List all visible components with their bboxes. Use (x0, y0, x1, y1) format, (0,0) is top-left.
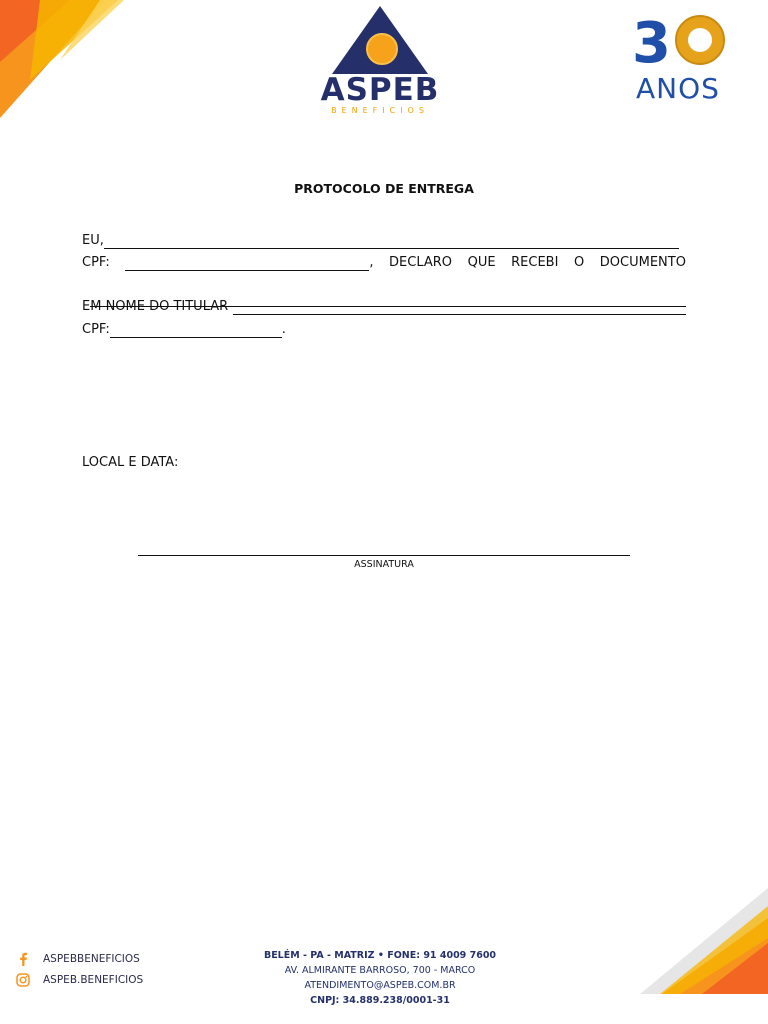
o-word: O (574, 255, 585, 270)
name-line (82, 233, 686, 249)
name-field[interactable] (104, 235, 679, 249)
corner-decoration-top-left (0, 0, 130, 125)
titular-line (82, 299, 686, 315)
cpf-label: CPF: (82, 255, 110, 270)
instagram-row[interactable] (16, 973, 143, 987)
titular-cpf-line (82, 322, 686, 338)
titular-field[interactable] (233, 301, 686, 315)
cpf2-label: CPF: (82, 322, 110, 337)
recebi-word: RECEBI (511, 255, 559, 270)
titular-label: EM NOME DO TITULAR (82, 299, 229, 314)
cpf-field[interactable] (125, 257, 369, 271)
anniversary-word: ANOS (636, 72, 720, 105)
instagram-icon (16, 973, 30, 987)
signature-label: ASSINATURA (354, 559, 414, 570)
logo-triangle-icon (310, 4, 450, 74)
que-word: QUE (467, 255, 496, 270)
signature-line[interactable] (138, 555, 630, 556)
facebook-row[interactable] (16, 952, 140, 966)
facebook-handle: ASPEBBENEFICIOS (43, 953, 140, 965)
document-title: PROTOCOLO DE ENTREGA (294, 181, 474, 196)
eu-label: EU, (82, 233, 104, 248)
svg-text:3: 3 (632, 11, 671, 74)
logo-name: ASPEB (320, 72, 440, 108)
documento-word: DOCUMENTO (599, 255, 686, 270)
corner-decoration-bottom-right (640, 888, 768, 994)
titular-cpf-field[interactable] (110, 324, 282, 338)
instagram-handle: ASPEB.BENEFICIOS (43, 974, 144, 986)
aspeb-logo (310, 4, 450, 116)
footer-address: AV. ALMIRANTE BARROSO, 700 - MARCO (284, 965, 476, 976)
declaro-word: DECLARO (389, 255, 453, 270)
facebook-icon (16, 952, 30, 966)
local-data-label: LOCAL E DATA: (82, 455, 179, 470)
footer-email[interactable]: ATENDIMENTO@ASPEB.COM.BR (304, 980, 456, 991)
footer-cnpj: CNPJ: 34.889.238/0001-31 (310, 995, 450, 1006)
anniversary-badge (628, 10, 728, 106)
thirty-years-icon (628, 10, 728, 74)
footer-matriz: BELÉM - PA - MATRIZ • FONE: 91 4009 7600 (263, 950, 497, 961)
cpf-declaration-line (82, 255, 686, 271)
cpf-field-wrap (125, 255, 373, 271)
comma: , (369, 255, 374, 270)
logo-subtitle: BENEFICIOS (331, 106, 429, 115)
period: . (281, 322, 286, 337)
